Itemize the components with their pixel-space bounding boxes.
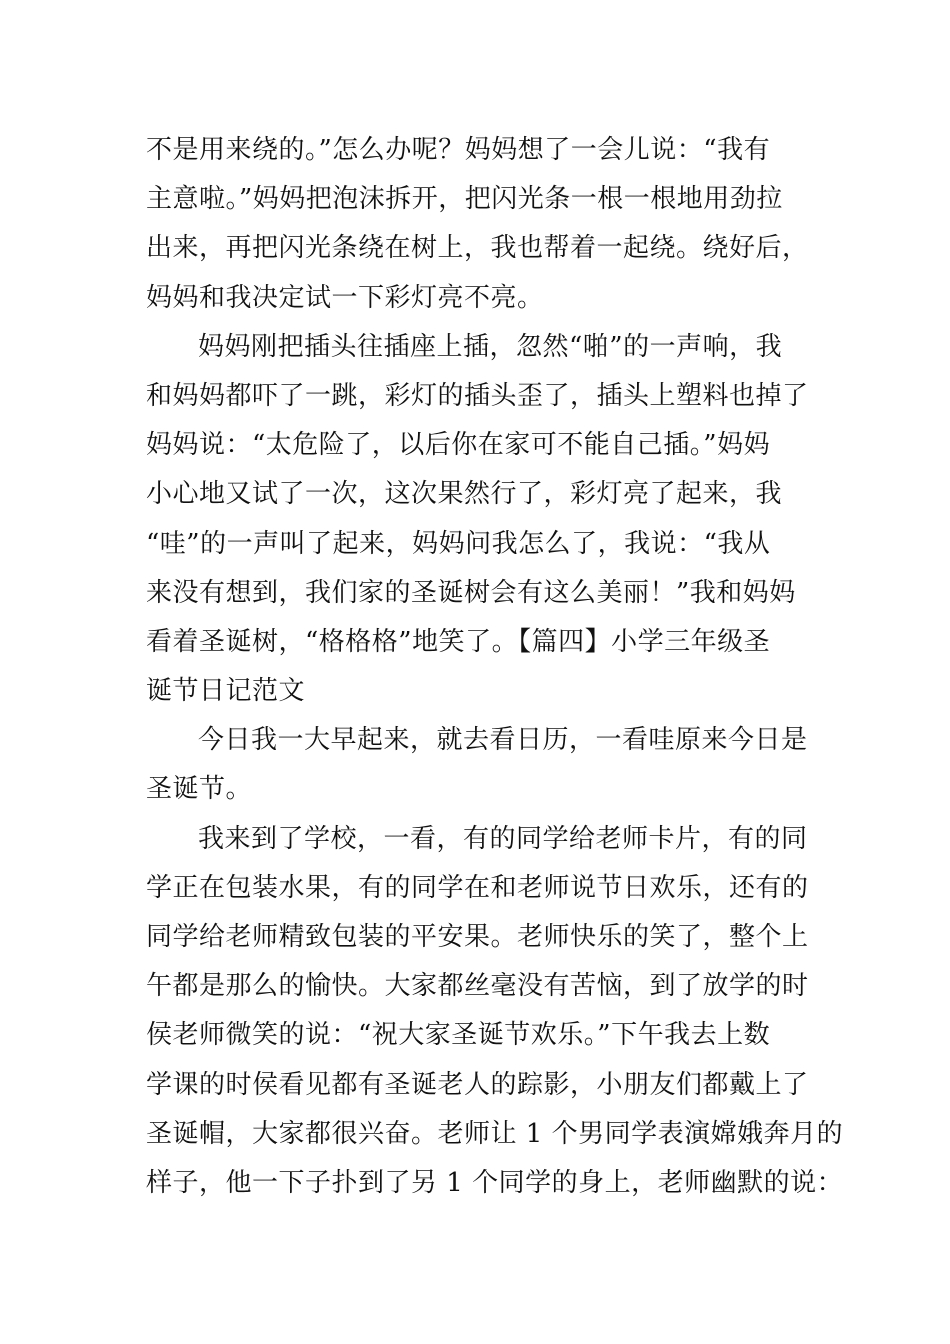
text-line: “哇”的一声叫了起来，妈妈问我怎么了，我说：“我从 [146,528,771,559]
text-line: 午都是那么的愉快。大家都丝毫没有苦恼，到了放学的时 [146,971,809,1002]
text-line: 主意啦。”妈妈把泡沫拆开，把闪光条一根一根地用劲拉 [146,184,783,215]
body-text [146,126,844,1208]
paragraph-start-line: 我来到了学校，一看，有的同学给老师卡片，有的同 [198,823,808,854]
text-line: 出来，再把闪光条绕在树上，我也帮着一起绕。绕好后， [146,233,809,264]
text-line: 看着圣诞树，“格格格”地笑了。【篇四】小学三年级圣 [146,626,771,657]
text-line: 诞节日记范文 [146,676,306,707]
text-line: 圣诞帽，大家都很兴奋。老师让 1 个男同学表演嫦娥奔月的 [146,1118,844,1149]
text-line: 不是用来绕的。”怎么办呢？妈妈想了一会儿说：“我有 [146,135,771,165]
text-line: 样子，他一下子扑到了另 1 个同学的身上，老师幽默的说： [146,1167,844,1198]
text-line: 学正在包装水果，有的同学在和老师说节日欢乐，还有的 [146,872,809,903]
text-line: 学课的时侯看见都有圣诞老人的踪影，小朋友们都戴上了 [146,1069,809,1100]
text-line: 小心地又试了一次，这次果然行了，彩灯亮了起来，我 [146,479,783,510]
paragraph-start-line: 妈妈刚把插头往插座上插，忽然“啪”的一声响，我 [198,331,783,362]
text-line: 妈妈说：“太危险了，以后你在家可不能自己插。”妈妈 [146,430,771,461]
text-line: 来没有想到，我们家的圣诞树会有这么美丽！”我和妈妈 [146,577,796,608]
text-line: 同学给老师精致包装的平安果。老师快乐的笑了，整个上 [146,922,809,952]
text-line: 圣诞节。 [146,774,253,805]
text-line: 妈妈和我决定试一下彩灯亮不亮。 [146,282,544,313]
text-line: 和妈妈都吓了一跳，彩灯的插头歪了，插头上塑料也掉了 [146,380,809,411]
text-line: 侯老师微笑的说：“祝大家圣诞节欢乐。”下午我去上数 [146,1020,771,1051]
paragraph-start-line: 今日我一大早起来，就去看日历，一看哇原来今日是 [198,725,808,756]
